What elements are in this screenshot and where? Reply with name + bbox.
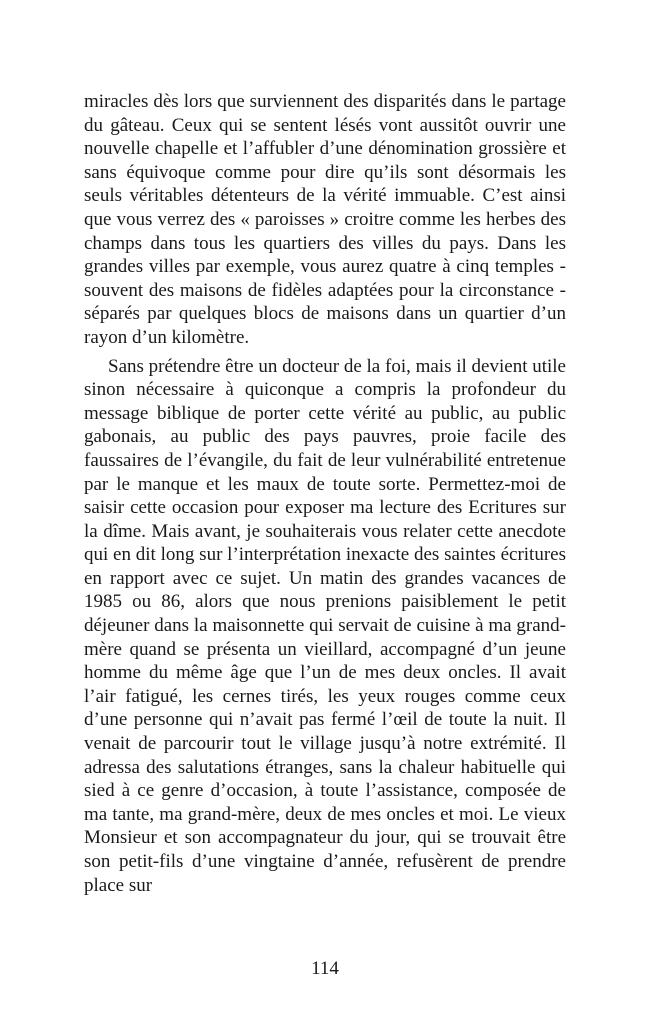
page-number: 114 xyxy=(311,958,339,979)
page-body xyxy=(84,90,566,897)
paragraph-2: Sans prétendre être un docteur de la foi, mais il devient utile sinon nécessaire à quiconque a compris la profondeur du message biblique de porter cette vérité au public, au public gabonais, au public des pays pauvres, proie facile des faussaires de l’évangile, du fait de leur vulnérabilité entretenue par le manque et les maux de toute sorte. Permettez-moi de saisir cette occasion pour exposer ma lecture des Ecritures sur la dîme. Mais avant, je souhaiterais vous relater cette anecdote qui en dit long sur l’interprétation inexacte des saintes écritures en rapport avec ce sujet. Un matin des grandes vacances de 1985 ou 86, alors que nous prenions paisiblement le petit déjeuner dans la maisonnette qui servait de cuisine à ma grand-mère quand se présenta un vieillard, accompagné d’un jeune homme du même âge que l’un de mes deux oncles. Il avait l’air fatigué, les cernes tirés, les yeux rouges comme ceux d’une personne qui n’avait pas fermé l’œil de toute la nuit. Il venait de parcourir tout le village jusqu’à notre extrémité. Il adressa des salutations étranges, sans la chaleur habituelle qui sied à ce genre d’occasion, à toute l’assistance, composée de ma tante, ma grand-mère, deux de mes oncles et moi. Le vieux Monsieur et son accompagnateur du jour, qui se trouvait être son petit-fils d’une vingtaine d’année, refusèrent de prendre place sur xyxy=(84,355,566,896)
paragraph-1: miracles dès lors que surviennent des disparités dans le partage du gâteau. Ceux qui se sentent lésés vont aussitôt ouvrir une nouvelle chapelle et l’affubler d’une dénomination grossière et sans équivoque comme pour dire qu’ils sont désormais les seuls véritables détenteurs de la vérité immuable. C’est ainsi que vous verrez des « paroisses » croitre comme les herbes des champs dans tous les quartiers des villes du pays. Dans les grandes villes par exemple, vous aurez quatre à cinq temples - souvent des maisons de fidèles adaptées pour la circonstance - séparés par quelques blocs de maisons dans un quartier d’un rayon d’un kilomètre. xyxy=(84,91,566,348)
